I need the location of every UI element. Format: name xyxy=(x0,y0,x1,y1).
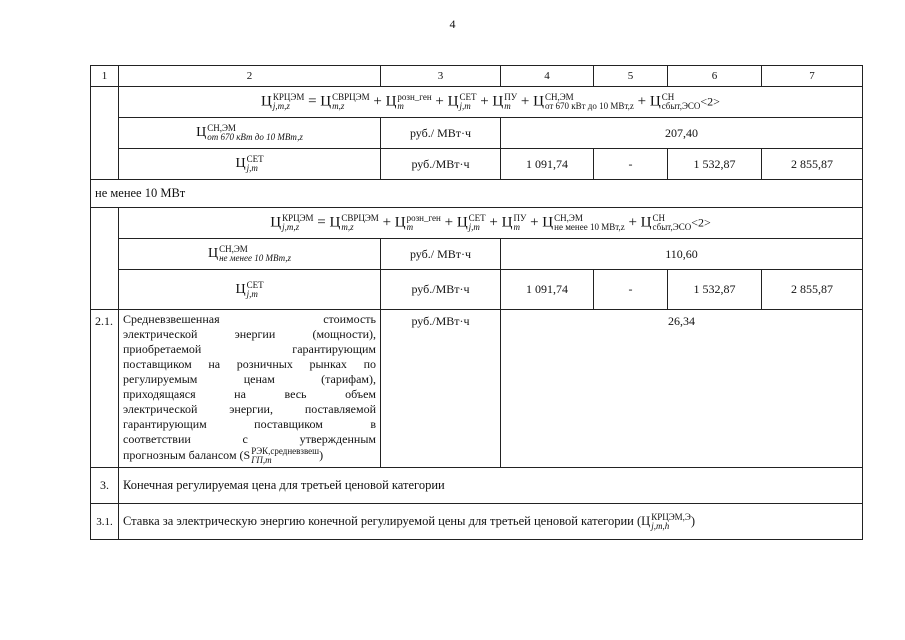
row-3-text: Конечная регулируемая цена для третьей ценовой категории xyxy=(119,468,863,504)
value-c7: 2 855,87 xyxy=(762,270,863,310)
value-c7: 2 855,87 xyxy=(762,149,863,180)
tariff-table xyxy=(90,65,863,540)
value-c4: 1 091,74 xyxy=(501,270,594,310)
header-row xyxy=(91,66,863,87)
header-cell-3: 3 xyxy=(381,66,501,87)
formula-row-10 xyxy=(91,208,863,239)
label-row-10mw xyxy=(91,180,863,208)
set-row-670 xyxy=(91,149,863,180)
header-cell-7: 7 xyxy=(762,66,863,87)
row-2-1 xyxy=(91,310,863,468)
unit-cell: руб./МВт·ч xyxy=(381,270,501,310)
header-cell-1: 1 xyxy=(91,66,119,87)
unit-cell: руб./МВт·ч xyxy=(381,149,501,180)
sn-symbol-10: Ц СН,ЭМ не менее 10 МВт,z xyxy=(119,239,381,270)
formula-row-670 xyxy=(91,87,863,118)
header-cell-6: 6 xyxy=(668,66,762,87)
empty-cell xyxy=(91,208,119,310)
value-c5: - xyxy=(594,149,668,180)
empty-cell xyxy=(91,87,119,180)
sn-row-10 xyxy=(91,239,863,270)
value-c5: - xyxy=(594,270,668,310)
sn-value-670: 207,40 xyxy=(501,118,863,149)
set-row-10 xyxy=(91,270,863,310)
set-symbol-670: Ц СЕТ j,m xyxy=(119,149,381,180)
value-c4: 1 091,74 xyxy=(501,149,594,180)
sn-row-670 xyxy=(91,118,863,149)
row-3-1 xyxy=(91,504,863,540)
value-c6: 1 532,87 xyxy=(668,270,762,310)
formula-10: Ц КРЦЭМ j,m,z = Ц СВРЦЭМ m,z + Ц розн_ген m + Ц СЕТ j,m + Ц ПУ m + Ц СН,ЭМ не менее 10 МВт,z + Ц СН сбыт,ЭСО <2> xyxy=(119,208,863,239)
label-10mw: не менее 10 МВт xyxy=(91,180,863,208)
row-number: 2.1. xyxy=(91,310,119,468)
header-cell-5: 5 xyxy=(594,66,668,87)
set-symbol-10: Ц СЕТ j,m xyxy=(119,270,381,310)
row-3-1-text: Ставка за электрическую энергию конечной регулируемой цены для третьей ценовой категории (Ц КРЦЭМ,Э j,m,h ) xyxy=(119,504,863,540)
unit-cell: руб./МВт·ч xyxy=(381,310,501,468)
row-2-1-description: Средневзвешенная стоимость электрической энергии (мощности), приобретаемой гарантирующим поставщиком на розничных рынках по регулируемым ценам (тарифам), приходящаяся на весь объем электрической энергии, поставляемой гарантирующим поставщиком в соответствии с утвержденным прогнозным балансом (S РЭК,средневзвеш ГП,m ) xyxy=(119,310,381,468)
sn-symbol-670: Ц СН,ЭМ от 670 кВт до 10 МВт,z xyxy=(119,118,381,149)
page-number: 4 xyxy=(449,17,456,31)
row-number: 3.1. xyxy=(91,504,119,540)
row-number: 3. xyxy=(91,468,119,504)
unit-cell: руб./ МВт·ч xyxy=(381,239,501,270)
row-3 xyxy=(91,468,863,504)
formula-670: Ц КРЦЭМ j,m,z = Ц СВРЦЭМ m,z + Ц розн_ген m + Ц СЕТ j,m + Ц ПУ m + Ц СН,ЭМ от 670 кВт до 10 МВт,z + Ц СН сбыт,ЭСО <2> xyxy=(119,87,863,118)
header-cell-4: 4 xyxy=(501,66,594,87)
sn-value-10: 110,60 xyxy=(501,239,863,270)
row-2-1-value: 26,34 xyxy=(501,310,863,468)
unit-cell: руб./ МВт·ч xyxy=(381,118,501,149)
header-cell-2: 2 xyxy=(119,66,381,87)
value-c6: 1 532,87 xyxy=(668,149,762,180)
